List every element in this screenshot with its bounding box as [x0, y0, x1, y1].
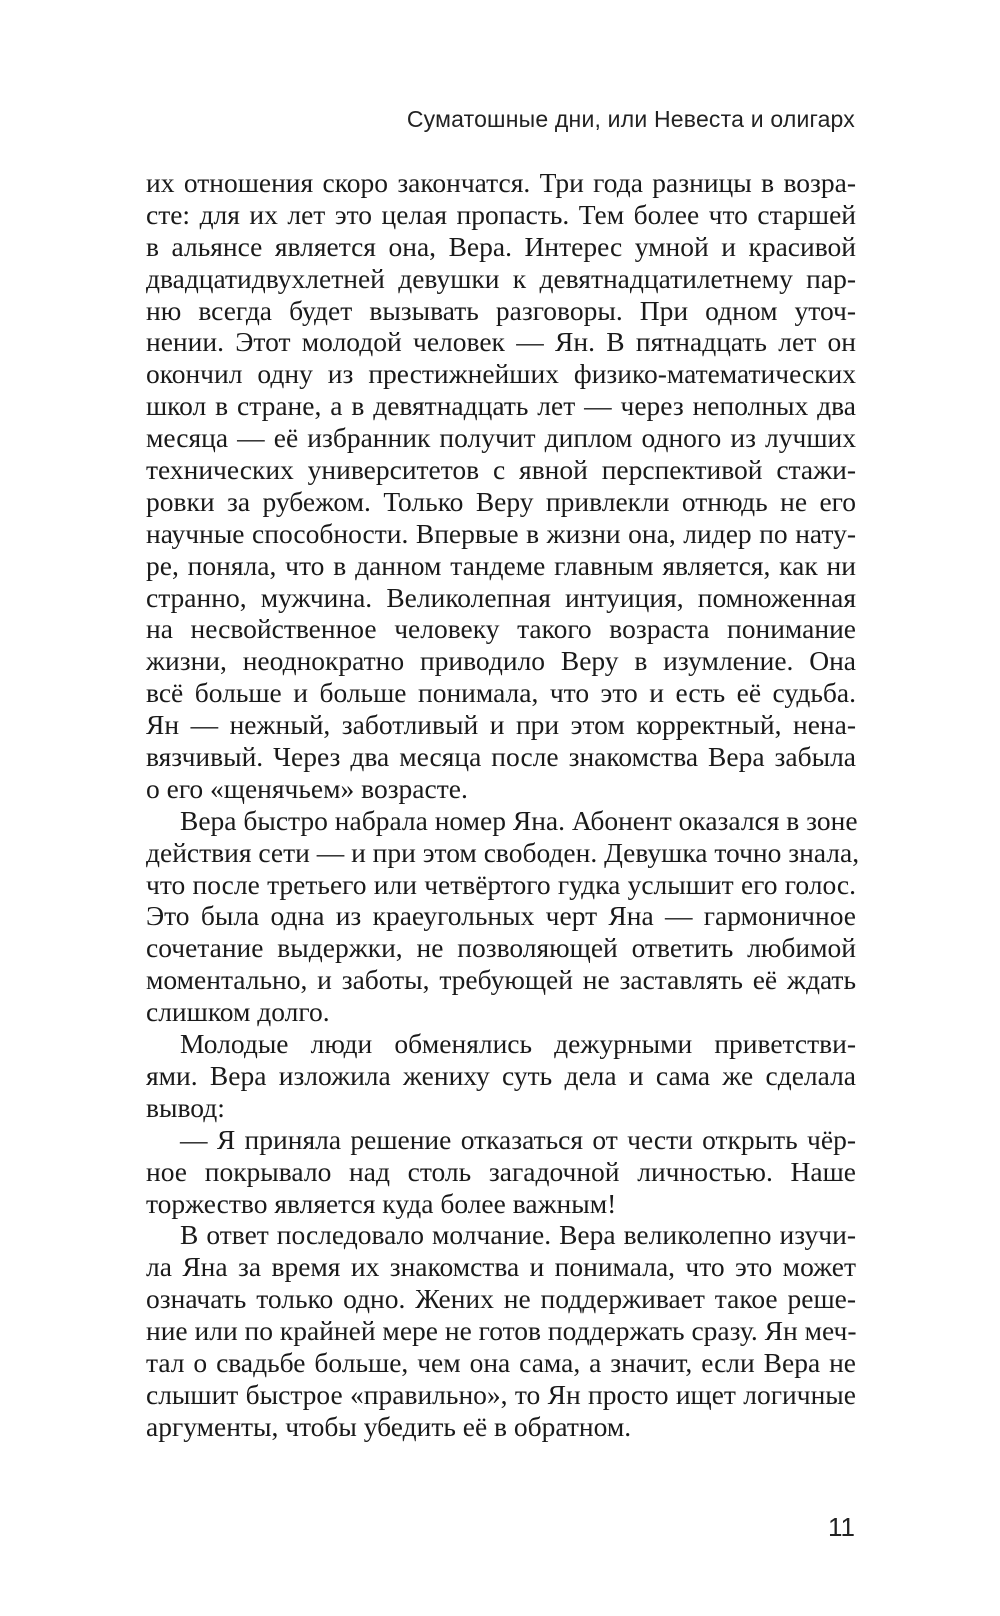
text-line: Молодые люди обменялись дежурными приветстви-: [180, 1028, 856, 1060]
text-line: тал о свадьбе больше, чем она сама, а значит, если Вера не: [146, 1346, 856, 1378]
text-line: ровки за рубежом. Только Веру привлекли отнюдь не его: [146, 485, 856, 517]
text-line: действия сети — и при этом свободен. Девушка точно знала,: [146, 836, 860, 868]
text-line: всё больше и больше понимала, что это и есть её судьба.: [146, 677, 856, 709]
text-line: месяца — её избранник получит диплом одного из лучших: [146, 422, 856, 454]
text-line: ное покрывало над столь загадочной личностью. Наше: [146, 1155, 856, 1187]
text-line: сочетание выдержки, не позволяющей ответить любимой: [146, 932, 856, 964]
text-line: ями. Вера изложила жениху суть дела и сама же сделала: [146, 1059, 856, 1091]
body-text: [146, 167, 860, 1443]
text-line: ню всегда будет вызывать разговоры. При одном уточ-: [146, 294, 856, 326]
text-line: странно, мужчина. Великолепная интуиция, помноженная: [146, 581, 856, 613]
text-line: ла Яна за время их знакомства и понимала, что это может: [146, 1251, 856, 1283]
text-line: вязчивый. Через два месяца после знакомства Вера забыла: [146, 741, 856, 773]
paragraph: [146, 1219, 856, 1442]
text-line: Вера быстро набрала номер Яна. Абонент оказался в зоне: [180, 804, 858, 836]
text-line: вывод:: [146, 1091, 225, 1123]
text-line: моментально, и заботы, требующей не заставлять её ждать: [146, 964, 856, 996]
text-line: слышит быстрое «правильно», то Ян просто ищет логичные: [146, 1378, 856, 1410]
text-line: слишком долго.: [146, 996, 330, 1028]
text-line: — Я приняла решение отказаться от чести открыть чёр-: [180, 1123, 856, 1155]
paragraph: [146, 167, 856, 805]
text-line: технических университетов с явной перспективой стажи-: [146, 454, 856, 486]
text-line: школ в стране, а в девятнадцать лет — через неполных два: [146, 390, 856, 422]
text-line: что после третьего или четвёртого гудка услышит его голос.: [146, 868, 856, 900]
text-line: Это была одна из краеугольных черт Яна — гармоничное: [146, 900, 856, 932]
running-head: Суматошные дни, или Невеста и олигарх: [406, 106, 855, 132]
text-line: жизни, неоднократно приводило Веру в изумление. Она: [146, 645, 856, 677]
text-line: ние или по крайней мере не готов поддержать сразу. Ян меч-: [146, 1315, 857, 1347]
text-line: аргументы, чтобы убедить её в обратном.: [146, 1410, 632, 1442]
text-line: Ян — нежный, заботливый и при этом корректный, нена-: [146, 709, 856, 741]
text-line: В ответ последовало молчание. Вера великолепно изучи-: [180, 1219, 856, 1251]
text-line: торжество является куда более важным!: [146, 1187, 617, 1219]
paragraph: [146, 804, 860, 1028]
text-line: двадцатидвухлетней девушки к девятнадцатилетнему пар-: [146, 262, 856, 294]
text-line: в альянсе является она, Вера. Интерес умной и красивой: [146, 230, 856, 262]
text-line: о его «щенячьем» возрасте.: [146, 772, 468, 804]
text-line: означать только одно. Жених не поддерживает такое реше-: [146, 1283, 856, 1315]
dialogue-paragraph: [146, 1124, 856, 1220]
text-line: на несвойственное человеку такого возраста понимание: [146, 613, 856, 645]
text-line: окончил одну из престижнейших физико-математических: [146, 358, 856, 390]
text-line: научные способности. Впервые в жизни она, лидер по нату-: [146, 517, 856, 549]
text-line: их отношения скоро закончатся. Три года разницы в возра-: [146, 167, 856, 198]
text-line: нении. Этот молодой человек — Ян. В пятнадцать лет он: [146, 326, 856, 358]
text-line: сте: для их лет это целая пропасть. Тем более что старшей: [146, 198, 856, 230]
page-number: 11: [828, 1512, 855, 1542]
paragraph: [146, 1028, 856, 1124]
text-line: ре, поняла, что в данном тандеме главным является, как ни: [146, 549, 856, 581]
